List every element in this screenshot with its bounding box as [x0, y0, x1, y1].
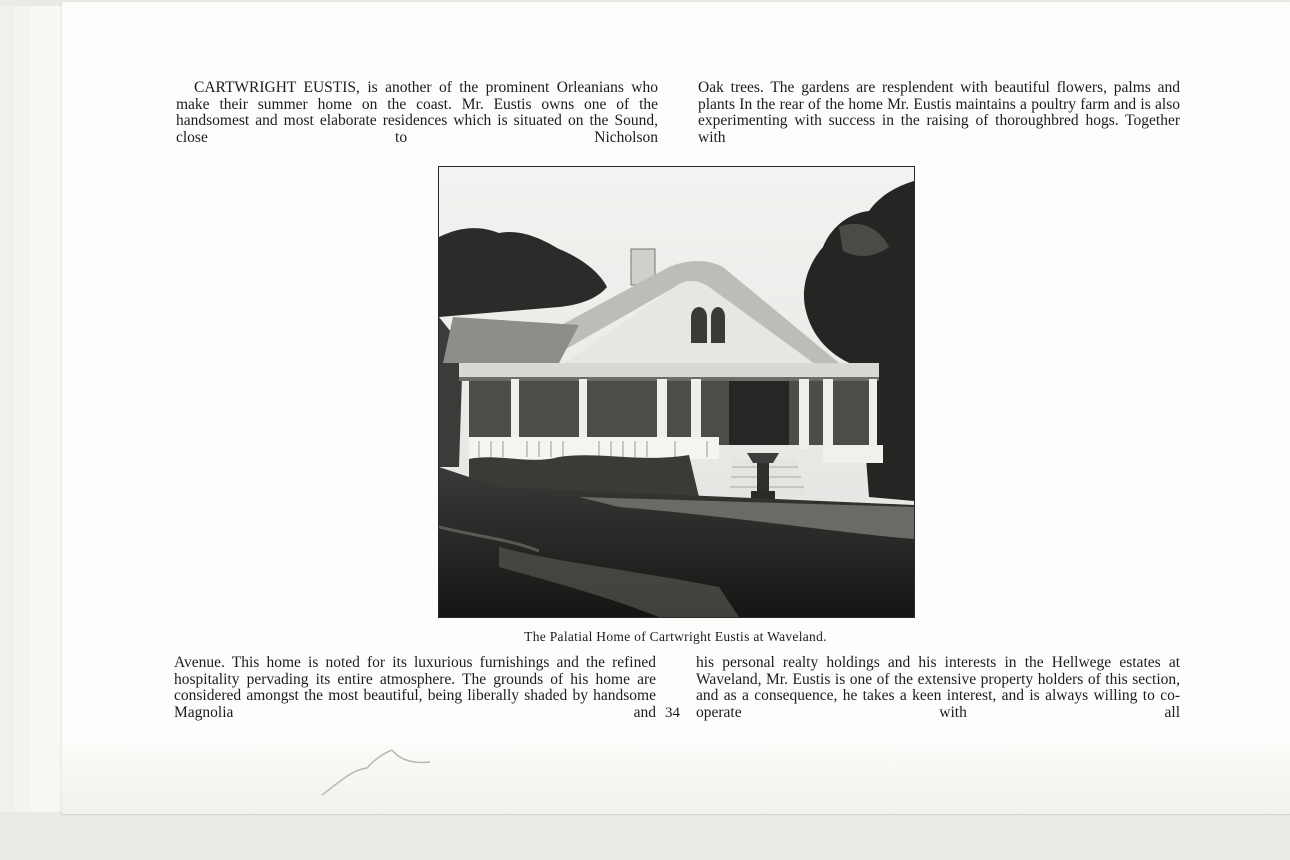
tear-mark: [312, 740, 492, 800]
article-text-bottom-right: his personal realty holdings and his interests in the Hellwege estates at Waveland, Mr. Eustis is one of the extensive property holders of this section, and as a consequence, he takes a keen interest, and is always willing to co-operate with all: [696, 654, 1180, 721]
article-text-top-left: CARTWRIGHT EUSTIS, is another of the prominent Orleanians who make their summer home on the coast. Mr. Eustis owns one of the handsomest and most elaborate residences which is situated on the Sound, close to Nicholson: [176, 79, 658, 146]
article-text-top-right: Oak trees. The gardens are resplendent with beautiful flowers, palms and plants In the rear of the home Mr. Eustis maintains a poultry farm and is also experimenting with success in the raising of thoroughbred hogs. Together with: [698, 79, 1180, 146]
photo-caption: The Palatial Home of Cartwright Eustis at Waveland.: [524, 629, 827, 644]
torn-page-bottom: [62, 744, 1290, 814]
document-page: [62, 2, 1290, 815]
page-number: 34: [665, 705, 680, 721]
house-photograph: [438, 166, 915, 618]
article-text-bottom-left: Avenue. This home is noted for its luxurious furnishings and the refined hospitality pervading its entire atmosphere. The grounds of his home are considered amongst the most beautiful, being liberally shaded by handsome Magnolia and: [174, 654, 656, 721]
